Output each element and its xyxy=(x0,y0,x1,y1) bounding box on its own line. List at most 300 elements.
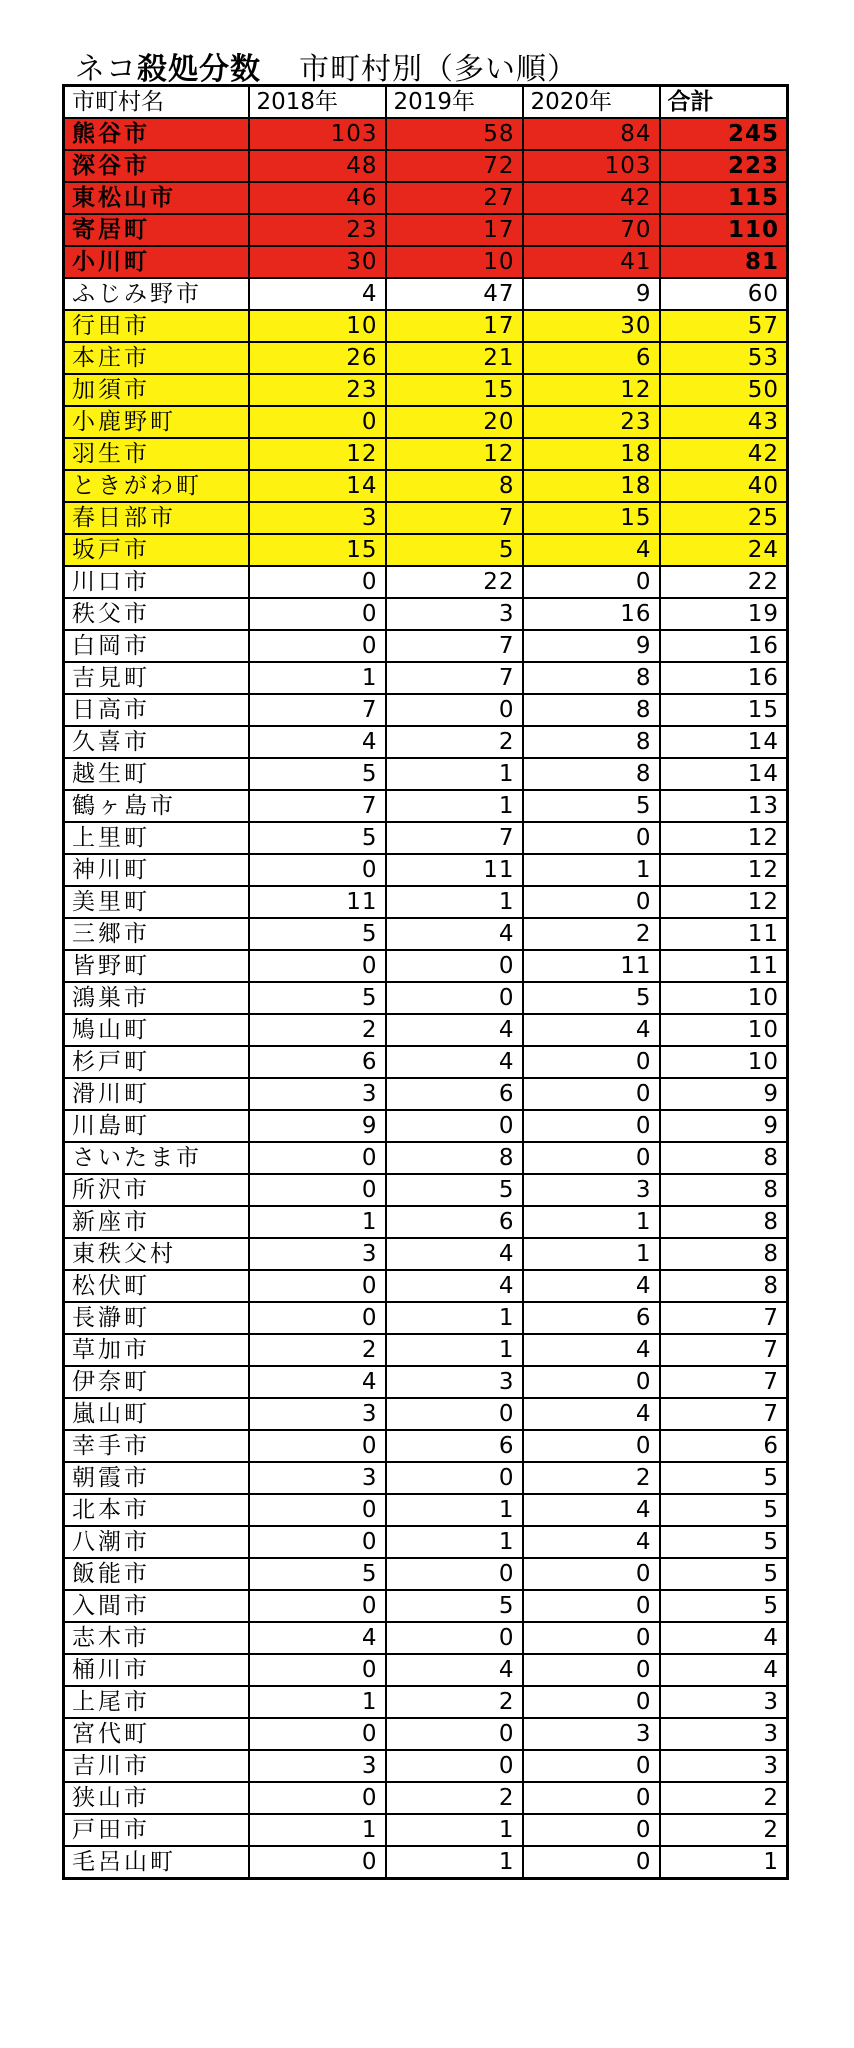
value-2019-cell: 10 xyxy=(386,246,523,278)
value-2018-cell: 3 xyxy=(249,1398,386,1430)
value-2020-cell: 0 xyxy=(523,1110,660,1142)
table-row xyxy=(64,1814,788,1846)
total-cell: 19 xyxy=(660,598,788,630)
value-2019-cell: 4 xyxy=(386,918,523,950)
total-cell: 12 xyxy=(660,854,788,886)
total-cell: 53 xyxy=(660,342,788,374)
value-2019-cell: 21 xyxy=(386,342,523,374)
value-2018-cell: 7 xyxy=(249,694,386,726)
municipality-cell: 川島町 xyxy=(64,1110,249,1142)
value-2020-cell: 3 xyxy=(523,1174,660,1206)
value-2020-cell: 18 xyxy=(523,470,660,502)
total-cell: 8 xyxy=(660,1238,788,1270)
municipality-cell: 松伏町 xyxy=(64,1270,249,1302)
municipality-cell: 日高市 xyxy=(64,694,249,726)
table-row xyxy=(64,1590,788,1622)
municipality-cell: 越生町 xyxy=(64,758,249,790)
value-2020-cell: 5 xyxy=(523,982,660,1014)
value-2019-cell: 1 xyxy=(386,1494,523,1526)
value-2019-cell: 2 xyxy=(386,1686,523,1718)
municipality-cell: 鳩山町 xyxy=(64,1014,249,1046)
table-row xyxy=(64,886,788,918)
value-2019-cell: 1 xyxy=(386,1334,523,1366)
value-2020-cell: 0 xyxy=(523,1078,660,1110)
value-2020-cell: 0 xyxy=(523,1046,660,1078)
table-row xyxy=(64,406,788,438)
municipality-cell: 皆野町 xyxy=(64,950,249,982)
total-cell: 42 xyxy=(660,438,788,470)
municipality-cell: 嵐山町 xyxy=(64,1398,249,1430)
value-2019-cell: 0 xyxy=(386,694,523,726)
municipality-cell: 三郷市 xyxy=(64,918,249,950)
table-row xyxy=(64,342,788,374)
header-2020: 2020年 xyxy=(523,86,660,119)
value-2020-cell: 4 xyxy=(523,1494,660,1526)
municipality-cell: 春日部市 xyxy=(64,502,249,534)
municipality-cell: 入間市 xyxy=(64,1590,249,1622)
table-row xyxy=(64,758,788,790)
value-2020-cell: 0 xyxy=(523,1846,660,1879)
value-2019-cell: 12 xyxy=(386,438,523,470)
total-cell: 10 xyxy=(660,1014,788,1046)
value-2020-cell: 4 xyxy=(523,534,660,566)
total-cell: 12 xyxy=(660,886,788,918)
table-row xyxy=(64,182,788,214)
value-2019-cell: 4 xyxy=(386,1014,523,1046)
value-2020-cell: 0 xyxy=(523,566,660,598)
value-2019-cell: 1 xyxy=(386,1302,523,1334)
value-2018-cell: 4 xyxy=(249,1366,386,1398)
value-2018-cell: 2 xyxy=(249,1014,386,1046)
municipality-cell: 羽生市 xyxy=(64,438,249,470)
value-2018-cell: 3 xyxy=(249,1462,386,1494)
value-2018-cell: 1 xyxy=(249,1206,386,1238)
total-cell: 3 xyxy=(660,1718,788,1750)
total-cell: 5 xyxy=(660,1590,788,1622)
value-2019-cell: 1 xyxy=(386,886,523,918)
total-cell: 3 xyxy=(660,1686,788,1718)
table-row xyxy=(64,1750,788,1782)
table-row xyxy=(64,1462,788,1494)
value-2018-cell: 0 xyxy=(249,630,386,662)
value-2018-cell: 1 xyxy=(249,1686,386,1718)
table-row xyxy=(64,438,788,470)
total-cell: 3 xyxy=(660,1750,788,1782)
value-2018-cell: 2 xyxy=(249,1334,386,1366)
total-cell: 7 xyxy=(660,1398,788,1430)
total-cell: 14 xyxy=(660,758,788,790)
municipality-cell: 八潮市 xyxy=(64,1526,249,1558)
value-2018-cell: 4 xyxy=(249,726,386,758)
page-title xyxy=(75,44,578,87)
value-2018-cell: 4 xyxy=(249,278,386,310)
value-2020-cell: 4 xyxy=(523,1334,660,1366)
total-cell: 8 xyxy=(660,1270,788,1302)
value-2018-cell: 46 xyxy=(249,182,386,214)
value-2019-cell: 1 xyxy=(386,1846,523,1879)
value-2019-cell: 6 xyxy=(386,1430,523,1462)
total-cell: 10 xyxy=(660,982,788,1014)
value-2019-cell: 22 xyxy=(386,566,523,598)
municipality-cell: 小鹿野町 xyxy=(64,406,249,438)
value-2020-cell: 0 xyxy=(523,1142,660,1174)
municipality-cell: 毛呂山町 xyxy=(64,1846,249,1879)
municipality-cell: 新座市 xyxy=(64,1206,249,1238)
value-2018-cell: 15 xyxy=(249,534,386,566)
value-2020-cell: 6 xyxy=(523,342,660,374)
value-2018-cell: 3 xyxy=(249,1238,386,1270)
value-2020-cell: 0 xyxy=(523,1686,660,1718)
table-row xyxy=(64,1174,788,1206)
table-row xyxy=(64,534,788,566)
value-2019-cell: 0 xyxy=(386,1622,523,1654)
value-2018-cell: 30 xyxy=(249,246,386,278)
total-cell: 8 xyxy=(660,1142,788,1174)
table-row xyxy=(64,150,788,182)
municipality-cell: 寄居町 xyxy=(64,214,249,246)
value-2020-cell: 15 xyxy=(523,502,660,534)
value-2019-cell: 3 xyxy=(386,1366,523,1398)
table-row xyxy=(64,278,788,310)
municipality-cell: 所沢市 xyxy=(64,1174,249,1206)
municipality-cell: 戸田市 xyxy=(64,1814,249,1846)
municipality-cell: 神川町 xyxy=(64,854,249,886)
value-2019-cell: 5 xyxy=(386,534,523,566)
table-row xyxy=(64,662,788,694)
value-2019-cell: 4 xyxy=(386,1046,523,1078)
value-2020-cell: 103 xyxy=(523,150,660,182)
table-row xyxy=(64,1334,788,1366)
total-cell: 9 xyxy=(660,1110,788,1142)
value-2020-cell: 4 xyxy=(523,1398,660,1430)
total-cell: 8 xyxy=(660,1174,788,1206)
value-2018-cell: 3 xyxy=(249,1078,386,1110)
value-2019-cell: 8 xyxy=(386,1142,523,1174)
value-2018-cell: 26 xyxy=(249,342,386,374)
table-row xyxy=(64,1398,788,1430)
value-2019-cell: 2 xyxy=(386,726,523,758)
table-row xyxy=(64,1302,788,1334)
table-row xyxy=(64,1014,788,1046)
value-2020-cell: 0 xyxy=(523,1750,660,1782)
total-cell: 81 xyxy=(660,246,788,278)
value-2019-cell: 17 xyxy=(386,214,523,246)
value-2018-cell: 1 xyxy=(249,1814,386,1846)
value-2020-cell: 4 xyxy=(523,1014,660,1046)
value-2019-cell: 6 xyxy=(386,1078,523,1110)
total-cell: 115 xyxy=(660,182,788,214)
value-2018-cell: 0 xyxy=(249,1718,386,1750)
value-2019-cell: 1 xyxy=(386,758,523,790)
table-row xyxy=(64,854,788,886)
municipality-cell: 伊奈町 xyxy=(64,1366,249,1398)
value-2018-cell: 5 xyxy=(249,982,386,1014)
municipality-cell: 深谷市 xyxy=(64,150,249,182)
value-2020-cell: 18 xyxy=(523,438,660,470)
municipality-cell: 北本市 xyxy=(64,1494,249,1526)
title-main: 殺処分数 xyxy=(137,52,261,87)
value-2018-cell: 0 xyxy=(249,1174,386,1206)
value-2020-cell: 4 xyxy=(523,1270,660,1302)
value-2019-cell: 47 xyxy=(386,278,523,310)
municipality-cell: 上里町 xyxy=(64,822,249,854)
total-cell: 57 xyxy=(660,310,788,342)
value-2018-cell: 0 xyxy=(249,1430,386,1462)
header-2019: 2019年 xyxy=(386,86,523,119)
total-cell: 16 xyxy=(660,630,788,662)
value-2020-cell: 0 xyxy=(523,886,660,918)
value-2019-cell: 7 xyxy=(386,630,523,662)
municipality-cell: 上尾市 xyxy=(64,1686,249,1718)
table-row xyxy=(64,1078,788,1110)
value-2018-cell: 1 xyxy=(249,662,386,694)
value-2018-cell: 5 xyxy=(249,1558,386,1590)
municipality-cell: 秩父市 xyxy=(64,598,249,630)
value-2020-cell: 9 xyxy=(523,278,660,310)
total-cell: 2 xyxy=(660,1782,788,1814)
table-row xyxy=(64,1846,788,1879)
header-2018: 2018年 xyxy=(249,86,386,119)
value-2020-cell: 42 xyxy=(523,182,660,214)
value-2020-cell: 12 xyxy=(523,374,660,406)
value-2020-cell: 1 xyxy=(523,1206,660,1238)
municipality-cell: さいたま市 xyxy=(64,1142,249,1174)
value-2018-cell: 4 xyxy=(249,1622,386,1654)
total-cell: 43 xyxy=(660,406,788,438)
value-2019-cell: 0 xyxy=(386,1558,523,1590)
value-2019-cell: 0 xyxy=(386,1750,523,1782)
value-2018-cell: 0 xyxy=(249,1526,386,1558)
table-row xyxy=(64,310,788,342)
value-2019-cell: 72 xyxy=(386,150,523,182)
municipality-cell: 幸手市 xyxy=(64,1430,249,1462)
municipality-cell: 志木市 xyxy=(64,1622,249,1654)
municipality-cell: ふじみ野市 xyxy=(64,278,249,310)
total-cell: 22 xyxy=(660,566,788,598)
value-2020-cell: 2 xyxy=(523,1462,660,1494)
value-2020-cell: 0 xyxy=(523,1366,660,1398)
cat-euthanasia-table xyxy=(62,84,789,1880)
municipality-cell: 熊谷市 xyxy=(64,118,249,150)
value-2018-cell: 48 xyxy=(249,150,386,182)
value-2018-cell: 9 xyxy=(249,1110,386,1142)
header-total: 合計 xyxy=(660,86,788,119)
value-2020-cell: 4 xyxy=(523,1526,660,1558)
value-2019-cell: 1 xyxy=(386,1526,523,1558)
value-2019-cell: 0 xyxy=(386,1398,523,1430)
value-2019-cell: 20 xyxy=(386,406,523,438)
value-2019-cell: 0 xyxy=(386,1462,523,1494)
value-2019-cell: 17 xyxy=(386,310,523,342)
value-2019-cell: 5 xyxy=(386,1174,523,1206)
table-row xyxy=(64,1526,788,1558)
municipality-cell: 白岡市 xyxy=(64,630,249,662)
value-2018-cell: 5 xyxy=(249,758,386,790)
municipality-cell: 吉見町 xyxy=(64,662,249,694)
value-2018-cell: 0 xyxy=(249,598,386,630)
total-cell: 5 xyxy=(660,1558,788,1590)
value-2018-cell: 0 xyxy=(249,406,386,438)
table-row xyxy=(64,502,788,534)
total-cell: 4 xyxy=(660,1622,788,1654)
table-row xyxy=(64,214,788,246)
total-cell: 7 xyxy=(660,1302,788,1334)
value-2019-cell: 1 xyxy=(386,1814,523,1846)
value-2018-cell: 0 xyxy=(249,1846,386,1879)
table-row xyxy=(64,790,788,822)
value-2018-cell: 0 xyxy=(249,1654,386,1686)
value-2018-cell: 23 xyxy=(249,374,386,406)
value-2020-cell: 8 xyxy=(523,662,660,694)
value-2018-cell: 14 xyxy=(249,470,386,502)
municipality-cell: 東秩父村 xyxy=(64,1238,249,1270)
total-cell: 60 xyxy=(660,278,788,310)
total-cell: 5 xyxy=(660,1494,788,1526)
table-row xyxy=(64,1718,788,1750)
total-cell: 245 xyxy=(660,118,788,150)
table-row xyxy=(64,1686,788,1718)
table-row xyxy=(64,694,788,726)
value-2019-cell: 58 xyxy=(386,118,523,150)
total-cell: 12 xyxy=(660,822,788,854)
value-2019-cell: 1 xyxy=(386,790,523,822)
title-prefix: ネコ xyxy=(75,52,137,87)
value-2020-cell: 9 xyxy=(523,630,660,662)
total-cell: 5 xyxy=(660,1526,788,1558)
value-2020-cell: 8 xyxy=(523,726,660,758)
municipality-cell: 桶川市 xyxy=(64,1654,249,1686)
municipality-cell: 久喜市 xyxy=(64,726,249,758)
total-cell: 15 xyxy=(660,694,788,726)
value-2019-cell: 0 xyxy=(386,950,523,982)
total-cell: 9 xyxy=(660,1078,788,1110)
value-2018-cell: 0 xyxy=(249,854,386,886)
table-body xyxy=(64,118,788,1879)
total-cell: 10 xyxy=(660,1046,788,1078)
total-cell: 7 xyxy=(660,1334,788,1366)
value-2018-cell: 23 xyxy=(249,214,386,246)
value-2020-cell: 2 xyxy=(523,918,660,950)
table-row xyxy=(64,1494,788,1526)
table-row xyxy=(64,1142,788,1174)
table-row xyxy=(64,822,788,854)
municipality-cell: 吉川市 xyxy=(64,1750,249,1782)
value-2020-cell: 70 xyxy=(523,214,660,246)
value-2019-cell: 15 xyxy=(386,374,523,406)
value-2019-cell: 3 xyxy=(386,598,523,630)
value-2019-cell: 4 xyxy=(386,1238,523,1270)
value-2018-cell: 0 xyxy=(249,566,386,598)
table-row xyxy=(64,1366,788,1398)
total-cell: 11 xyxy=(660,950,788,982)
total-cell: 24 xyxy=(660,534,788,566)
table-row xyxy=(64,1558,788,1590)
municipality-cell: 本庄市 xyxy=(64,342,249,374)
total-cell: 1 xyxy=(660,1846,788,1879)
municipality-cell: 滑川町 xyxy=(64,1078,249,1110)
table-row xyxy=(64,918,788,950)
table-row xyxy=(64,470,788,502)
total-cell: 5 xyxy=(660,1462,788,1494)
total-cell: 110 xyxy=(660,214,788,246)
table-row xyxy=(64,982,788,1014)
value-2020-cell: 0 xyxy=(523,822,660,854)
table-row xyxy=(64,118,788,150)
table-row xyxy=(64,246,788,278)
municipality-cell: 杉戸町 xyxy=(64,1046,249,1078)
value-2019-cell: 27 xyxy=(386,182,523,214)
total-cell: 7 xyxy=(660,1366,788,1398)
value-2020-cell: 0 xyxy=(523,1782,660,1814)
table-row xyxy=(64,1110,788,1142)
municipality-cell: 坂戸市 xyxy=(64,534,249,566)
total-cell: 16 xyxy=(660,662,788,694)
table-row xyxy=(64,598,788,630)
total-cell: 2 xyxy=(660,1814,788,1846)
value-2018-cell: 103 xyxy=(249,118,386,150)
municipality-cell: 狭山市 xyxy=(64,1782,249,1814)
value-2018-cell: 11 xyxy=(249,886,386,918)
value-2019-cell: 2 xyxy=(386,1782,523,1814)
value-2020-cell: 16 xyxy=(523,598,660,630)
total-cell: 50 xyxy=(660,374,788,406)
value-2018-cell: 0 xyxy=(249,1494,386,1526)
value-2019-cell: 0 xyxy=(386,982,523,1014)
total-cell: 4 xyxy=(660,1654,788,1686)
value-2020-cell: 5 xyxy=(523,790,660,822)
value-2020-cell: 41 xyxy=(523,246,660,278)
value-2020-cell: 1 xyxy=(523,1238,660,1270)
value-2018-cell: 0 xyxy=(249,1302,386,1334)
municipality-cell: 小川町 xyxy=(64,246,249,278)
value-2018-cell: 6 xyxy=(249,1046,386,1078)
table-row xyxy=(64,1622,788,1654)
municipality-cell: 草加市 xyxy=(64,1334,249,1366)
value-2019-cell: 7 xyxy=(386,822,523,854)
municipality-cell: ときがわ町 xyxy=(64,470,249,502)
value-2019-cell: 6 xyxy=(386,1206,523,1238)
municipality-cell: 朝霞市 xyxy=(64,1462,249,1494)
total-cell: 40 xyxy=(660,470,788,502)
table-row xyxy=(64,1654,788,1686)
table-header-row xyxy=(64,86,788,119)
table-row xyxy=(64,374,788,406)
total-cell: 8 xyxy=(660,1206,788,1238)
table-row xyxy=(64,950,788,982)
table-row xyxy=(64,1238,788,1270)
value-2020-cell: 0 xyxy=(523,1590,660,1622)
total-cell: 11 xyxy=(660,918,788,950)
total-cell: 6 xyxy=(660,1430,788,1462)
table-row xyxy=(64,1782,788,1814)
table-row xyxy=(64,1046,788,1078)
municipality-cell: 行田市 xyxy=(64,310,249,342)
value-2018-cell: 0 xyxy=(249,1782,386,1814)
value-2020-cell: 23 xyxy=(523,406,660,438)
municipality-cell: 飯能市 xyxy=(64,1558,249,1590)
total-cell: 14 xyxy=(660,726,788,758)
value-2020-cell: 8 xyxy=(523,694,660,726)
header-municipality: 市町村名 xyxy=(64,86,249,119)
value-2020-cell: 6 xyxy=(523,1302,660,1334)
municipality-cell: 鴻巣市 xyxy=(64,982,249,1014)
total-cell: 13 xyxy=(660,790,788,822)
value-2019-cell: 4 xyxy=(386,1270,523,1302)
value-2019-cell: 0 xyxy=(386,1718,523,1750)
value-2020-cell: 0 xyxy=(523,1430,660,1462)
table-row xyxy=(64,726,788,758)
table-row xyxy=(64,1270,788,1302)
